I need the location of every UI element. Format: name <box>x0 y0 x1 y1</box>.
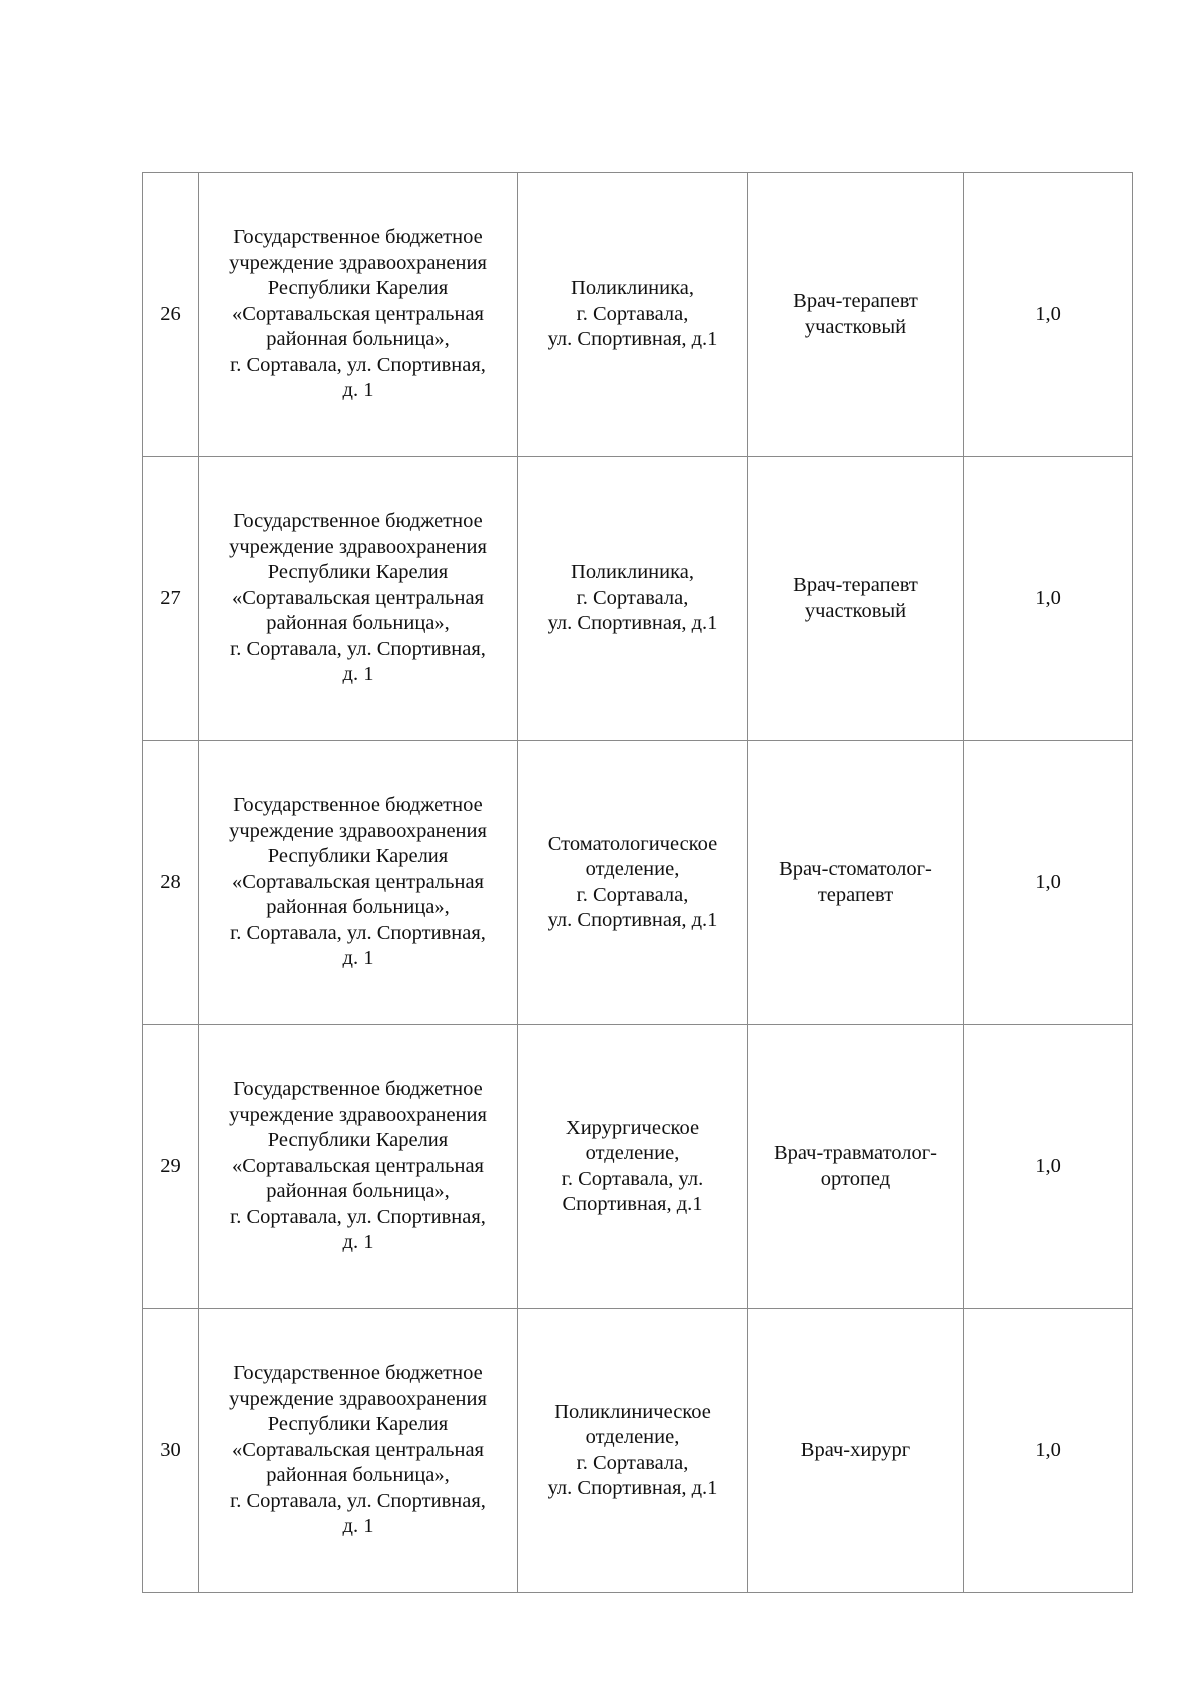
organization-line: учреждение здравоохранения <box>229 535 487 558</box>
organization-line: г. Сортавала, ул. Спортивная, <box>230 1489 486 1512</box>
department-line: Хирургическое <box>565 1116 700 1139</box>
position-cell <box>748 1025 964 1309</box>
department-line: Поликлиническое <box>554 1400 711 1423</box>
organization-cell <box>199 173 518 457</box>
organization-line: д. 1 <box>342 1231 374 1254</box>
organization-line: г. Сортавала, ул. Спортивная, <box>230 637 486 660</box>
department-line: г. Сортавала, <box>576 883 689 906</box>
department-line: г. Сортавала, <box>576 302 689 325</box>
row-number-cell: 27 <box>143 457 199 741</box>
organization-line: Республики Карелия <box>267 277 449 300</box>
organization-cell <box>199 457 518 741</box>
position-cell <box>748 173 964 457</box>
organization-cell <box>199 1309 518 1593</box>
rate-cell: 1,0 <box>964 741 1133 1025</box>
rate-cell: 1,0 <box>964 1309 1133 1593</box>
organization-line: районная больница», <box>266 328 450 351</box>
position-line: участковый <box>804 599 907 622</box>
organization-line: учреждение здравоохранения <box>229 251 487 274</box>
row-number-cell: 30 <box>143 1309 199 1593</box>
organization-line: Государственное бюджетное <box>233 794 483 817</box>
department-line: отделение, <box>585 858 680 880</box>
department-line: г. Сортавала, <box>576 1451 689 1474</box>
organization-line: г. Сортавала, ул. Спортивная, <box>230 921 486 944</box>
organization-line: Республики Карелия <box>267 1129 449 1152</box>
department-line: ул. Спортивная, д.1 <box>547 1477 718 1499</box>
organization-line: Республики Карелия <box>267 845 449 868</box>
organization-line: «Сортавальская центральная <box>232 870 484 893</box>
organization-line: Государственное бюджетное <box>233 226 483 249</box>
organization-line: г. Сортавала, ул. Спортивная, <box>230 353 486 376</box>
vacancy-table <box>142 172 1133 1593</box>
organization-line: районная больница», <box>266 1464 450 1487</box>
department-line: ул. Спортивная, д.1 <box>547 909 718 931</box>
department-line: г. Сортавала, ул. <box>561 1167 704 1190</box>
organization-line: Республики Карелия <box>267 561 449 584</box>
organization-line: д. 1 <box>342 947 374 970</box>
organization-cell <box>199 1025 518 1309</box>
table-row <box>143 457 1133 741</box>
organization-line: Государственное бюджетное <box>233 510 483 533</box>
department-line: Спортивная, д.1 <box>562 1193 703 1215</box>
position-line: Врач-терапевт <box>793 290 918 312</box>
department-line: ул. Спортивная, д.1 <box>547 328 718 351</box>
department-line: Поликлиника, <box>571 277 694 300</box>
organization-line: районная больница», <box>266 896 450 919</box>
department-cell <box>518 173 748 457</box>
department-line: отделение, <box>585 1142 680 1164</box>
position-cell <box>748 1309 964 1593</box>
organization-line: учреждение здравоохранения <box>229 819 487 842</box>
department-cell <box>518 1309 748 1593</box>
organization-line: Государственное бюджетное <box>233 1362 483 1385</box>
position-cell <box>748 741 964 1025</box>
organization-line: д. 1 <box>342 379 374 402</box>
row-number-cell: 26 <box>143 173 199 457</box>
department-line: Стоматологическое <box>547 832 718 855</box>
organization-line: г. Сортавала, ул. Спортивная, <box>230 1205 486 1228</box>
table-row <box>143 741 1133 1025</box>
table-row <box>143 173 1133 457</box>
table-row <box>143 1309 1133 1593</box>
organization-line: «Сортавальская центральная <box>232 586 484 609</box>
rate-cell: 1,0 <box>964 457 1133 741</box>
position-cell <box>748 457 964 741</box>
table-body <box>143 173 1133 1593</box>
position-line: Врач-стоматолог- <box>779 858 932 880</box>
organization-line: «Сортавальская центральная <box>232 302 484 325</box>
organization-cell <box>199 741 518 1025</box>
rate-cell: 1,0 <box>964 173 1133 457</box>
organization-line: учреждение здравоохранения <box>229 1103 487 1126</box>
organization-line: Республики Карелия <box>267 1413 449 1436</box>
organization-line: районная больница», <box>266 1180 450 1203</box>
department-cell <box>518 1025 748 1309</box>
table-row <box>143 1025 1133 1309</box>
organization-line: «Сортавальская центральная <box>232 1438 484 1461</box>
row-number-cell: 29 <box>143 1025 199 1309</box>
organization-line: «Сортавальская центральная <box>232 1154 484 1177</box>
department-cell <box>518 457 748 741</box>
organization-line: учреждение здравоохранения <box>229 1387 487 1410</box>
row-number-cell: 28 <box>143 741 199 1025</box>
organization-line: д. 1 <box>342 1515 374 1538</box>
rate-cell: 1,0 <box>964 1025 1133 1309</box>
position-line: терапевт <box>817 883 894 906</box>
organization-line: районная больница», <box>266 612 450 635</box>
position-line: Врач-хирург <box>800 1438 911 1461</box>
position-line: Врач-терапевт <box>793 574 918 596</box>
department-line: г. Сортавала, <box>576 586 689 609</box>
department-line: отделение, <box>585 1426 680 1448</box>
position-line: участковый <box>804 315 907 338</box>
department-cell <box>518 741 748 1025</box>
position-line: ортопед <box>820 1167 891 1190</box>
department-line: Поликлиника, <box>571 561 694 584</box>
department-line: ул. Спортивная, д.1 <box>547 612 718 635</box>
organization-line: д. 1 <box>342 663 374 686</box>
organization-line: Государственное бюджетное <box>233 1078 483 1101</box>
position-line: Врач-травматолог- <box>773 1142 937 1164</box>
